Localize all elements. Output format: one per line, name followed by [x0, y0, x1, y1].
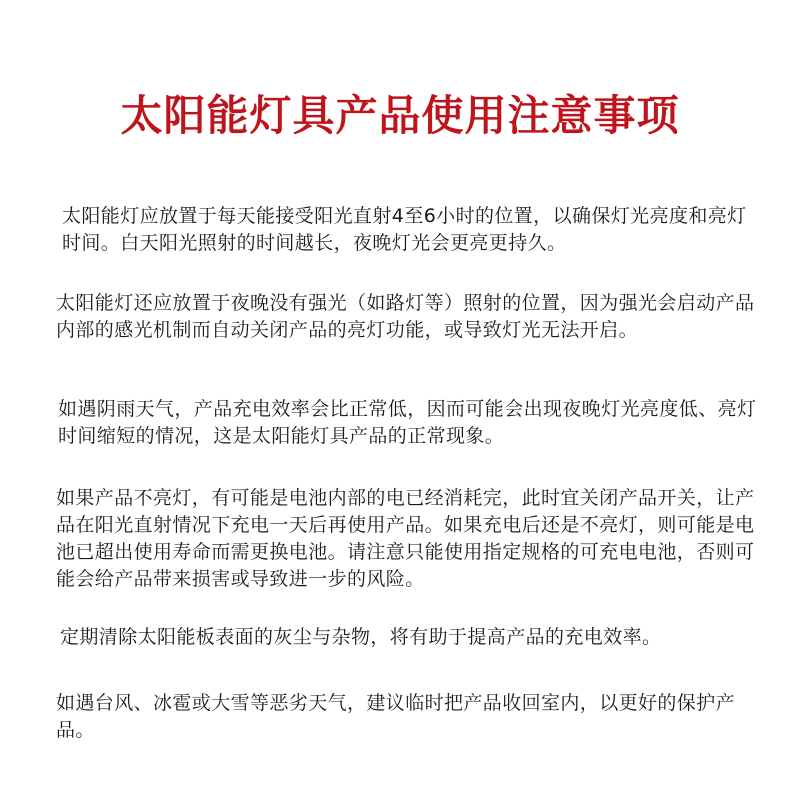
paragraph-avoid-strong-light: 太阳能灯还应放置于夜晚没有强光（如路灯等）照射的位置，因为强光会启动产品内部的感光机制而自动关闭产品的亮灯功能，或导致灯光无法开启。: [56, 292, 755, 341]
page-title: 太阳能灯具产品使用注意事项: [120, 91, 680, 140]
paragraph-rainy-weather: 如遇阴雨天气，产品充电效率会比正常低，因而可能会出现夜晚灯光亮度低、亮灯时间缩短的情况，这是太阳能灯具产品的正常现象。: [58, 398, 757, 447]
paragraph-sunlight-placement: 太阳能灯应放置于每天能接受阳光直射4至6小时的位置，以确保灯光亮度和亮灯时间。白天阳光照射的时间越长，夜晚灯光会更亮更持久。: [62, 205, 747, 254]
paragraph-not-lighting: 如果产品不亮灯，有可能是电池内部的电已经消耗完，此时宜关闭产品开关，让产品在阳光直射情况下充电一天后再使用产品。如果充电后还是不亮灯，则可能是电池已超出使用寿命而需更换电池。请注意只能使用指定规格的可充电电池，否则可能会给产品带来损害或导致进一步的风险。: [56, 487, 755, 590]
paragraph-clean-panel: 定期清除太阳能板表面的灰尘与杂物，将有助于提高产品的充电效率。: [60, 626, 662, 648]
paragraph-bad-weather: 如遇台风、冰雹或大雪等恶劣天气，建议临时把产品收回室内，以更好的保护产品。: [56, 692, 736, 741]
